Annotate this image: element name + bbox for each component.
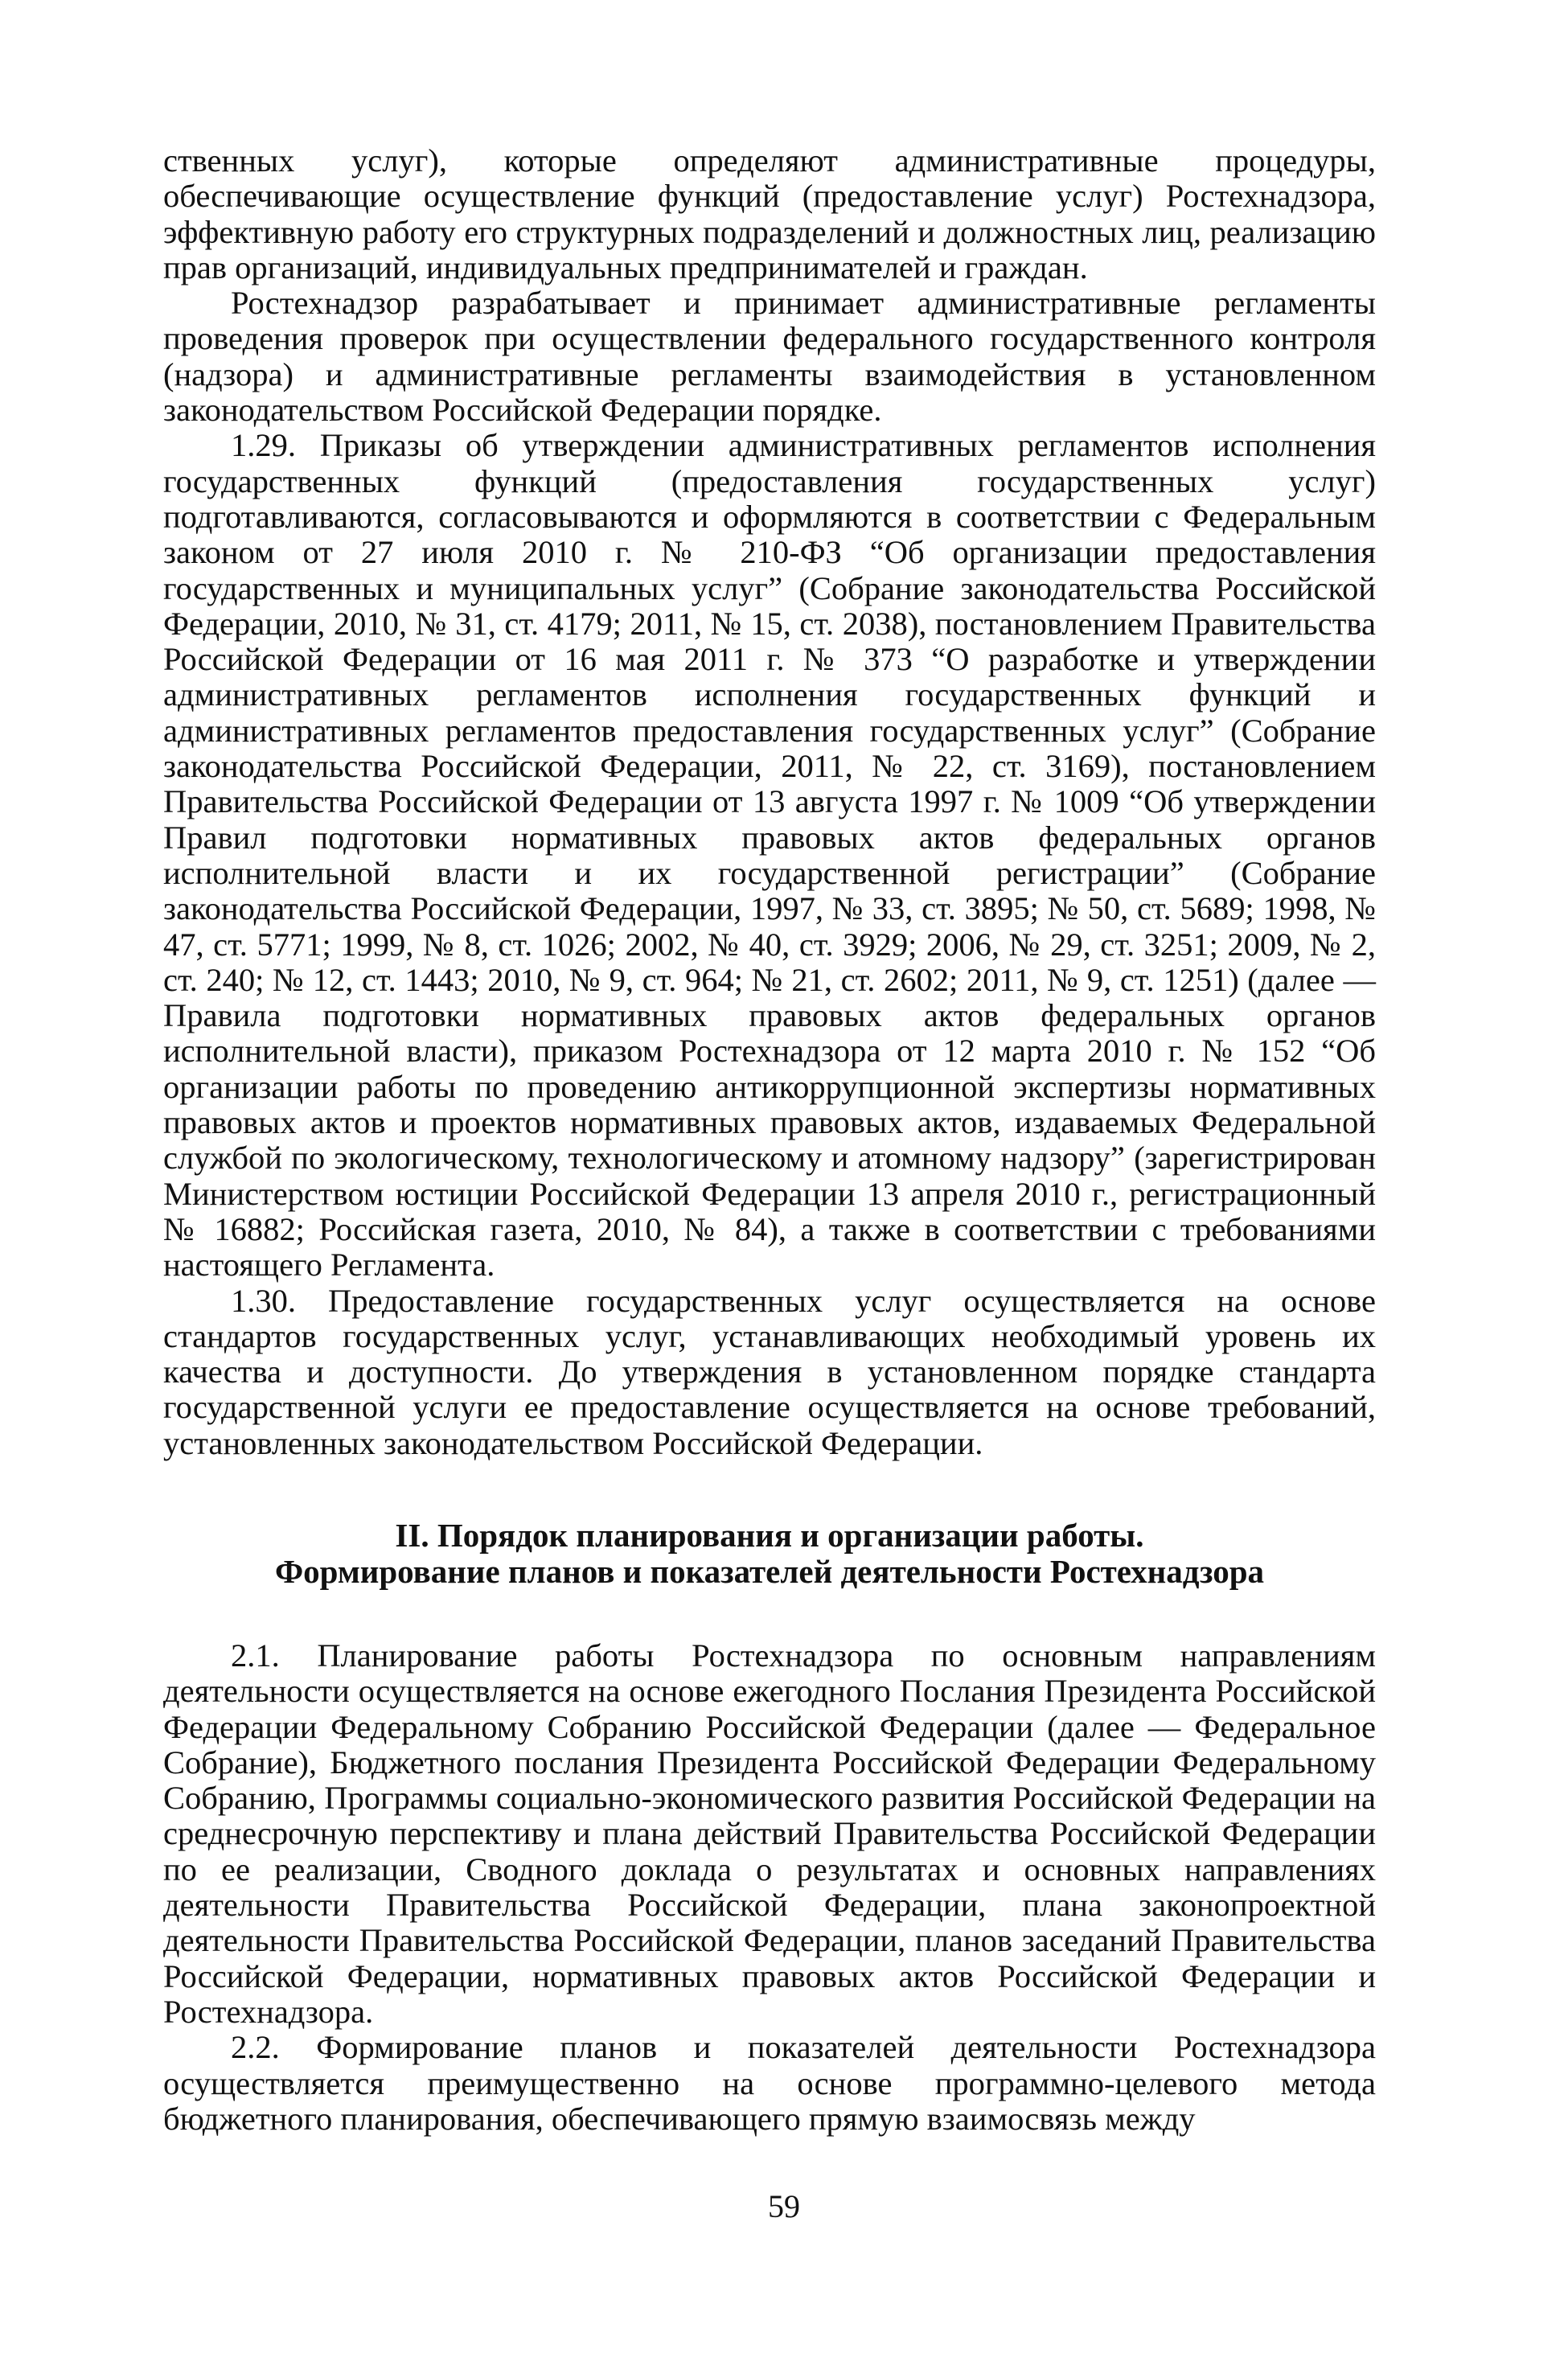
section-heading-line-1: II. Порядок планирования и организации работы. [395, 1516, 1144, 1554]
page-number: 59 [768, 2188, 800, 2224]
paragraph-1-29: 1.29. Приказы об утверждении административных регламентов исполнения государственных функций (предоставления государственных услуг) подготавливаются, согласовываются и оформляются в соответствии с Федеральным законом от 27 июля 2010 г. № 210-ФЗ “Об организации предоставления государственных и муниципальных услуг” (Собрание законодательства Российской Федерации, 2010, № 31, ст. 4179; 2011, № 15, ст. 2038), постановлением Правительства Российской Федерации от 16 мая 2011 г. № 373 “О разработке и утверждении административных регламентов исполнения государственных функций и административных регламентов предоставления государственных услуг” (Собрание законодательства Российской Федерации, 2011, № 22, ст. 3169), постановлением Правительства Российской Федерации от 13 августа 1997 г. № 1009 “Об утверждении Правил подготовки нормативных правовых актов федеральных органов исполнительной власти и их государственной регистрации” (Собрание законодательства Российской Федерации, 1997, № 33, ст. 3895; № 50, ст. 5689; 1998, № 47, ст. 5771; 1999, № 8, ст. 1026; 2002, № 40, ст. 3929; 2006, № 29, ст. 3251; 2009, № 2, ст. 240; № 12, ст. 1443; 2010, № 9, ст. 964; № 21, ст. 2602; 2011, № 9, ст. 1251) (далее — Правила подготовки нормативных правовых актов федеральных органов исполнительной власти), приказом Ростехнадзора от 12 марта 2010 г. № 152 “Об организации работы по проведению антикоррупционной экспертизы нормативных правовых актов и проектов нормативных правовых актов, издаваемых Федеральной службой по экологическому, технологическому и атомному надзору” (зарегистрирован Министерством юстиции Российской Федерации 13 апреля 2010 г., регистрационный № 16882; Российская газета, 2010, № 84), а также в соответствии с требованиями настоящего Регламента. [163, 427, 1376, 1284]
document-page [163, 143, 1376, 2137]
paragraph-1-30: 1.30. Предоставление государственных услуг осуществляется на основе стандартов государственных услуг, устанавливающих необходимый уровень их качества и доступности. До утверждения в установленном порядке стандарта государственной услуги ее предоставление осуществляется на основе требований, установленных законодательством Российской Федерации. [163, 1282, 1376, 1461]
section-heading-line-2: Формирование планов и показателей деятельности Ростехнадзора [274, 1552, 1265, 1590]
paragraph-regulations: Ростехнадзор разрабатывает и принимает административные регламенты проведения проверок при осуществлении федерального государственного контроля (надзора) и административные регламенты взаимодействия в установленном законодательством Российской Федерации порядке. [163, 285, 1376, 429]
paragraph-2-1: 2.1. Планирование работы Ростехнадзора по основным направлениям деятельности осуществляется на основе ежегодного Послания Президента Российской Федерации Федеральному Собранию Российской Федерации (далее — Федеральное Собрание), Бюджетного послания Президента Российской Федерации Федеральному Собранию, Программы социально-экономического развития Российской Федерации на среднесрочную перспективу и плана действий Правительства Российской Федерации по ее реализации, Сводного доклада о результатах и основных направлениях деятельности Правительства Российской Федерации, плана законопроектной деятельности Правительства Российской Федерации, планов заседаний Правительства Российской Федерации, нормативных правовых актов Российской Федерации и Ростехнадзора. [163, 1637, 1376, 2030]
paragraph-continuation: ственных услуг), которые определяют административные процедуры, обеспечивающие осуществление функций (предоставление услуг) Ростехнадзора, эффективную работу его структурных подразделений и должностных лиц, реализацию прав организаций, индивидуальных предпринимателей и граждан. [163, 142, 1376, 285]
paragraph-2-2: 2.2. Формирование планов и показателей деятельности Ростехнадзора осуществляется преимущественно на основе программно-целевого метода бюджетного планирования, обеспечивающего прямую взаимосвязь между [163, 2029, 1376, 2137]
section-heading [163, 1518, 1376, 1590]
